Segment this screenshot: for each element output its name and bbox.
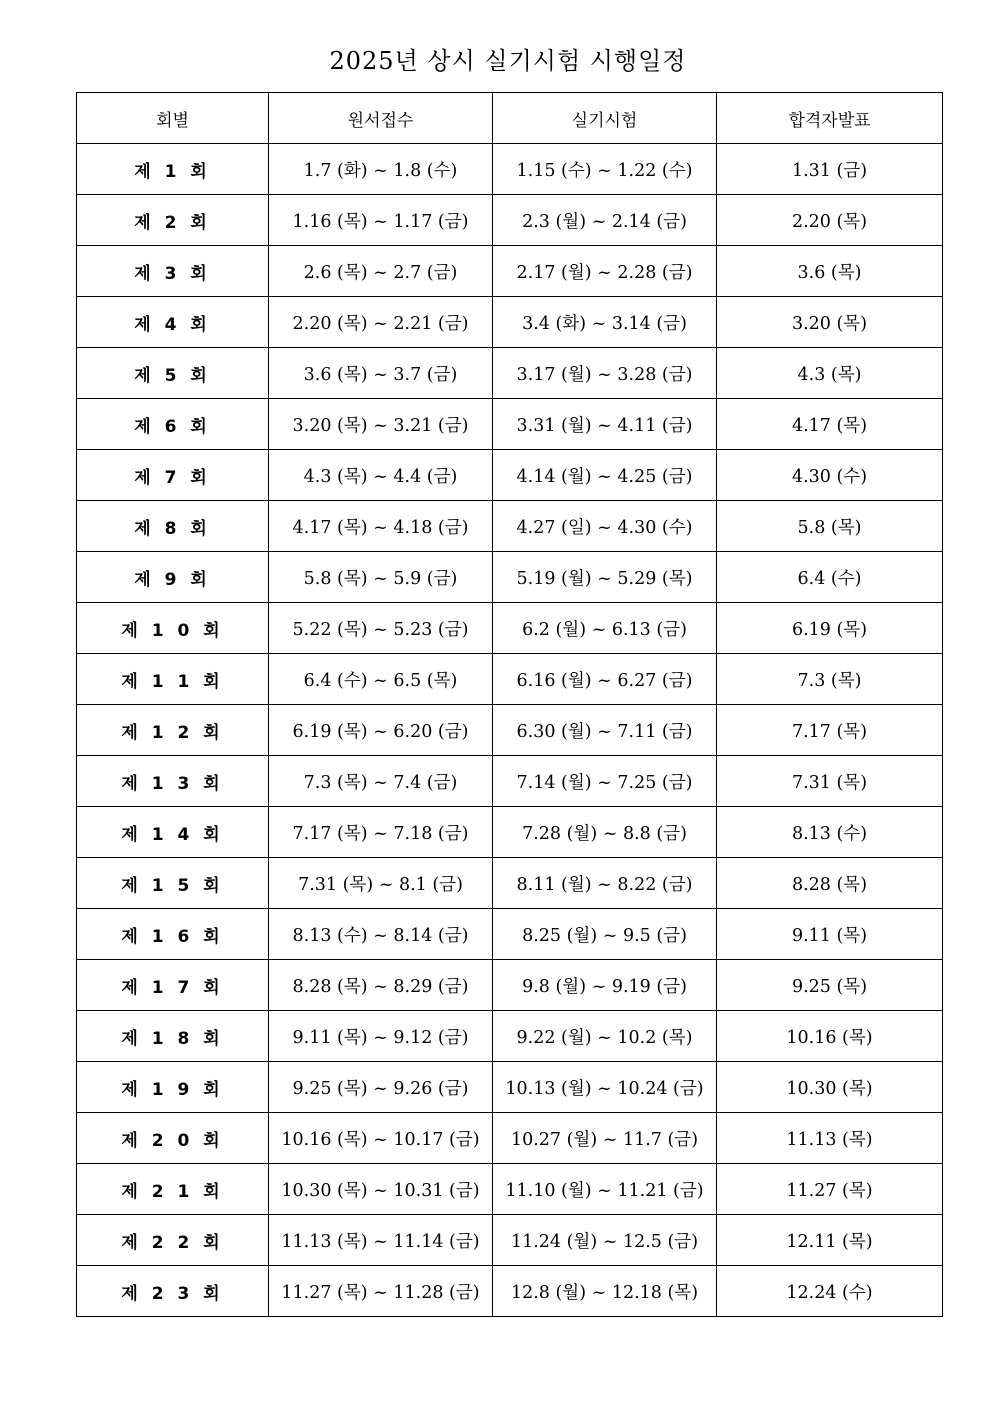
table-row (77, 450, 943, 501)
table-row (77, 399, 943, 450)
exam-period-cell: 1.15 (수) ~ 1.22 (수) (493, 144, 717, 195)
announcement-date-cell: 9.25 (목) (717, 960, 943, 1011)
exam-period-cell: 10.27 (월) ~ 11.7 (금) (493, 1113, 717, 1164)
application-period-cell: 10.30 (목) ~ 10.31 (금) (269, 1164, 493, 1215)
round-cell: 제 3 회 (77, 246, 269, 297)
application-period-cell: 4.3 (목) ~ 4.4 (금) (269, 450, 493, 501)
table-row (77, 1266, 943, 1317)
table-row (77, 1113, 943, 1164)
announcement-date-cell: 6.19 (목) (717, 603, 943, 654)
application-period-cell: 3.6 (목) ~ 3.7 (금) (269, 348, 493, 399)
exam-period-cell: 9.8 (월) ~ 9.19 (금) (493, 960, 717, 1011)
table-row (77, 552, 943, 603)
announcement-date-cell: 6.4 (수) (717, 552, 943, 603)
exam-period-cell: 3.31 (월) ~ 4.11 (금) (493, 399, 717, 450)
announcement-date-cell: 7.17 (목) (717, 705, 943, 756)
announcement-date-cell: 1.31 (금) (717, 144, 943, 195)
application-period-cell: 5.22 (목) ~ 5.23 (금) (269, 603, 493, 654)
exam-period-cell: 10.13 (월) ~ 10.24 (금) (493, 1062, 717, 1113)
announcement-date-cell: 8.28 (목) (717, 858, 943, 909)
application-period-cell: 7.31 (목) ~ 8.1 (금) (269, 858, 493, 909)
round-cell: 제 1 9 회 (77, 1062, 269, 1113)
announcement-date-cell: 5.8 (목) (717, 501, 943, 552)
round-cell: 제 2 2 회 (77, 1215, 269, 1266)
exam-period-cell: 8.11 (월) ~ 8.22 (금) (493, 858, 717, 909)
table-row (77, 705, 943, 756)
column-header-application: 원서접수 (269, 93, 493, 144)
column-header-exam: 실기시험 (493, 93, 717, 144)
exam-period-cell: 3.4 (화) ~ 3.14 (금) (493, 297, 717, 348)
exam-period-cell: 7.28 (월) ~ 8.8 (금) (493, 807, 717, 858)
round-cell: 제 1 2 회 (77, 705, 269, 756)
table-row (77, 654, 943, 705)
round-cell: 제 4 회 (77, 297, 269, 348)
exam-period-cell: 9.22 (월) ~ 10.2 (목) (493, 1011, 717, 1062)
table-row (77, 858, 943, 909)
round-cell: 제 1 6 회 (77, 909, 269, 960)
exam-period-cell: 6.30 (월) ~ 7.11 (금) (493, 705, 717, 756)
exam-period-cell: 8.25 (월) ~ 9.5 (금) (493, 909, 717, 960)
exam-period-cell: 4.27 (일) ~ 4.30 (수) (493, 501, 717, 552)
round-cell: 제 1 5 회 (77, 858, 269, 909)
application-period-cell: 7.17 (목) ~ 7.18 (금) (269, 807, 493, 858)
table-row (77, 756, 943, 807)
round-cell: 제 1 4 회 (77, 807, 269, 858)
announcement-date-cell: 7.3 (목) (717, 654, 943, 705)
announcement-date-cell: 9.11 (목) (717, 909, 943, 960)
application-period-cell: 10.16 (목) ~ 10.17 (금) (269, 1113, 493, 1164)
table-row (77, 144, 943, 195)
application-period-cell: 6.4 (수) ~ 6.5 (목) (269, 654, 493, 705)
round-cell: 제 6 회 (77, 399, 269, 450)
table-row (77, 297, 943, 348)
table-body (77, 144, 943, 1317)
announcement-date-cell: 12.11 (목) (717, 1215, 943, 1266)
announcement-date-cell: 3.6 (목) (717, 246, 943, 297)
application-period-cell: 8.28 (목) ~ 8.29 (금) (269, 960, 493, 1011)
exam-period-cell: 11.24 (월) ~ 12.5 (금) (493, 1215, 717, 1266)
round-cell: 제 1 8 회 (77, 1011, 269, 1062)
round-cell: 제 8 회 (77, 501, 269, 552)
round-cell: 제 1 0 회 (77, 603, 269, 654)
round-cell: 제 1 7 회 (77, 960, 269, 1011)
announcement-date-cell: 7.31 (목) (717, 756, 943, 807)
announcement-date-cell: 10.30 (목) (717, 1062, 943, 1113)
column-header-round: 회별 (77, 93, 269, 144)
application-period-cell: 11.13 (목) ~ 11.14 (금) (269, 1215, 493, 1266)
exam-period-cell: 2.3 (월) ~ 2.14 (금) (493, 195, 717, 246)
table-row (77, 1062, 943, 1113)
table-row (77, 960, 943, 1011)
exam-period-cell: 5.19 (월) ~ 5.29 (목) (493, 552, 717, 603)
round-cell: 제 2 1 회 (77, 1164, 269, 1215)
page-title: 2025년 상시 실기시험 시행일정 (329, 47, 687, 75)
application-period-cell: 1.7 (화) ~ 1.8 (수) (269, 144, 493, 195)
table-row (77, 348, 943, 399)
application-period-cell: 9.25 (목) ~ 9.26 (금) (269, 1062, 493, 1113)
round-cell: 제 2 0 회 (77, 1113, 269, 1164)
application-period-cell: 8.13 (수) ~ 8.14 (금) (269, 909, 493, 960)
application-period-cell: 11.27 (목) ~ 11.28 (금) (269, 1266, 493, 1317)
round-cell: 제 2 회 (77, 195, 269, 246)
application-period-cell: 4.17 (목) ~ 4.18 (금) (269, 501, 493, 552)
application-period-cell: 3.20 (목) ~ 3.21 (금) (269, 399, 493, 450)
announcement-date-cell: 4.17 (목) (717, 399, 943, 450)
round-cell: 제 9 회 (77, 552, 269, 603)
exam-period-cell: 2.17 (월) ~ 2.28 (금) (493, 246, 717, 297)
exam-period-cell: 11.10 (월) ~ 11.21 (금) (493, 1164, 717, 1215)
column-header-announcement: 합격자발표 (717, 93, 943, 144)
announcement-date-cell: 12.24 (수) (717, 1266, 943, 1317)
exam-period-cell: 6.2 (월) ~ 6.13 (금) (493, 603, 717, 654)
application-period-cell: 7.3 (목) ~ 7.4 (금) (269, 756, 493, 807)
announcement-date-cell: 2.20 (목) (717, 195, 943, 246)
table-row (77, 1164, 943, 1215)
announcement-date-cell: 10.16 (목) (717, 1011, 943, 1062)
exam-period-cell: 7.14 (월) ~ 7.25 (금) (493, 756, 717, 807)
announcement-date-cell: 11.27 (목) (717, 1164, 943, 1215)
application-period-cell: 2.20 (목) ~ 2.21 (금) (269, 297, 493, 348)
header-row (77, 93, 943, 144)
announcement-date-cell: 11.13 (목) (717, 1113, 943, 1164)
application-period-cell: 5.8 (목) ~ 5.9 (금) (269, 552, 493, 603)
application-period-cell: 6.19 (목) ~ 6.20 (금) (269, 705, 493, 756)
round-cell: 제 2 3 회 (77, 1266, 269, 1317)
table-row (77, 195, 943, 246)
table-row (77, 909, 943, 960)
announcement-date-cell: 4.30 (수) (717, 450, 943, 501)
table-header (77, 93, 943, 144)
table-row (77, 807, 943, 858)
application-period-cell: 2.6 (목) ~ 2.7 (금) (269, 246, 493, 297)
table-row (77, 501, 943, 552)
exam-schedule-table (76, 92, 943, 1317)
announcement-date-cell: 4.3 (목) (717, 348, 943, 399)
table-row (77, 1011, 943, 1062)
round-cell: 제 5 회 (77, 348, 269, 399)
application-period-cell: 9.11 (목) ~ 9.12 (금) (269, 1011, 493, 1062)
round-cell: 제 1 회 (77, 144, 269, 195)
exam-period-cell: 3.17 (월) ~ 3.28 (금) (493, 348, 717, 399)
table-row (77, 603, 943, 654)
application-period-cell: 1.16 (목) ~ 1.17 (금) (269, 195, 493, 246)
table-row (77, 1215, 943, 1266)
round-cell: 제 1 1 회 (77, 654, 269, 705)
exam-period-cell: 12.8 (월) ~ 12.18 (목) (493, 1266, 717, 1317)
table-row (77, 246, 943, 297)
round-cell: 제 7 회 (77, 450, 269, 501)
round-cell: 제 1 3 회 (77, 756, 269, 807)
exam-period-cell: 6.16 (월) ~ 6.27 (금) (493, 654, 717, 705)
exam-period-cell: 4.14 (월) ~ 4.25 (금) (493, 450, 717, 501)
announcement-date-cell: 3.20 (목) (717, 297, 943, 348)
announcement-date-cell: 8.13 (수) (717, 807, 943, 858)
